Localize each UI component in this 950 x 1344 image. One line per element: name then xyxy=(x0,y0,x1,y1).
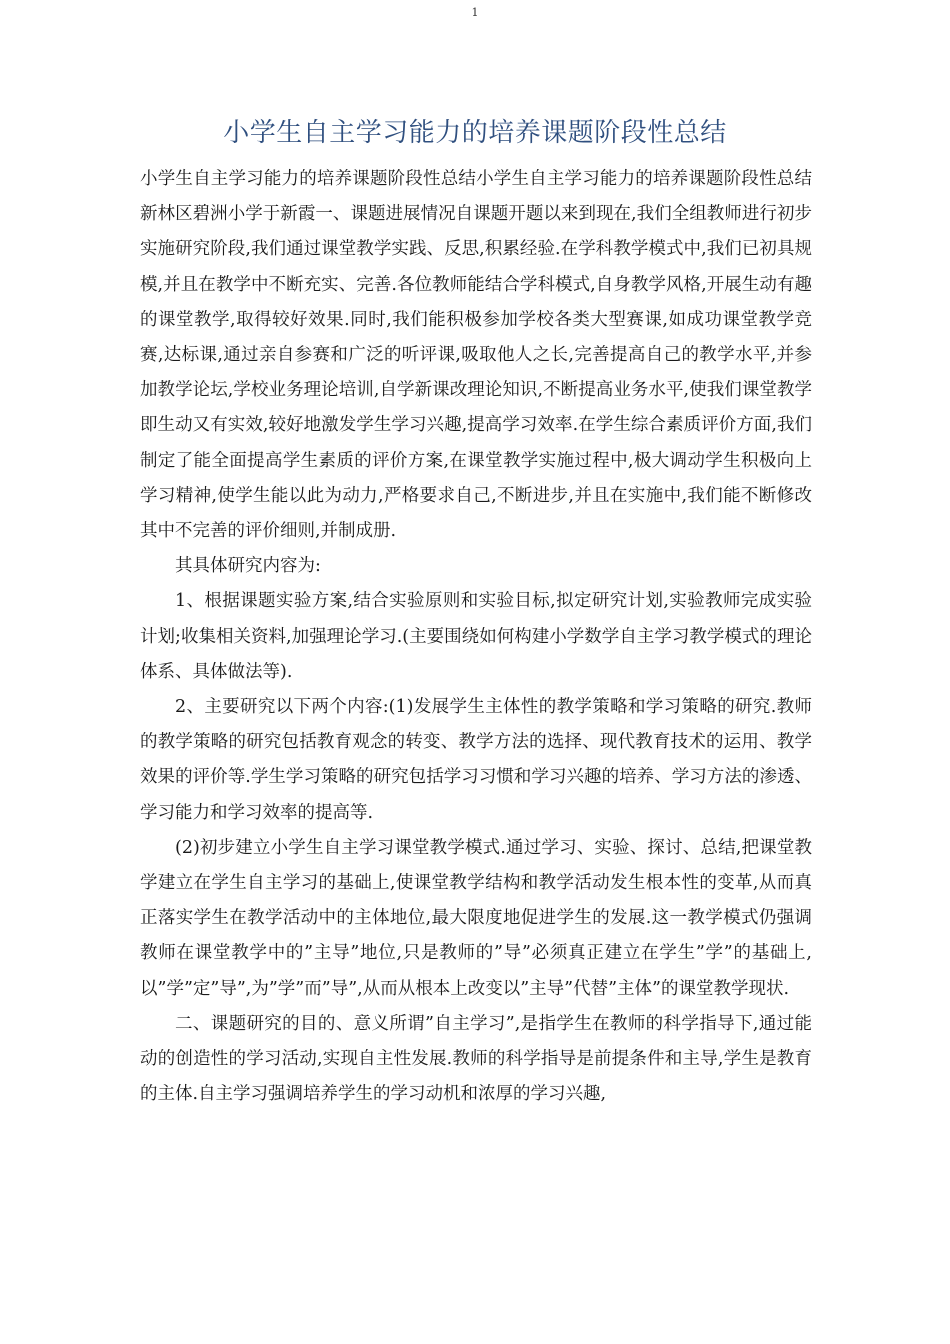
document-body xyxy=(140,162,812,1112)
page-number: 1 xyxy=(471,6,479,19)
paragraph-item-1: 1、根据课题实验方案,结合实验原则和实验目标,拟定研究计划,实验教师完成实验计划;收集相关资料,加强理论学习.(主要围绕如何构建小学数学自主学习教学模式的理论体系、具体做法等). xyxy=(140,591,812,682)
paragraph-section-2: 二、课题研究的目的、意义所谓”自主学习”,是指学生在教师的科学指导下,通过能动的创造性的学习活动,实现自主性发展.教师的科学指导是前提条件和主导,学生是教育的主体.自主学习强调培养学生的学习动机和浓厚的学习兴趣, xyxy=(140,1013,812,1105)
paragraph-item-2: 2、主要研究以下两个内容:(1)发展学生主体性的教学策略和学习策略的研究.教师的教学策略的研究包括教育观念的转变、教学方法的选择、现代教育技术的运用、教学效果的评价等.学生学习策略的研究包括学习习惯和学习兴趣的培养、学习方法的渗透、学习能力和学习效率的提高等. xyxy=(140,697,812,823)
page-title: 小学生自主学习能力的培养课题阶段性总结 xyxy=(223,118,727,148)
paragraph-intro: 小学生自主学习能力的培养课题阶段性总结小学生自主学习能力的培养课题阶段性总结新林区碧洲小学于新霞一、课题进展情况自课题开题以来到现在,我们全组教师进行初步实施研究阶段,我们通过课堂教学实践、反思,积累经验.在学科教学模式中,我们已初具规模,并且在教学中不断充实、完善.各位教师能结合学科模式,自身教学风格,开展生动有趣的课堂教学,取得较好效果.同时,我们能积极参加学校各类大型赛课,如成功课堂教学竞赛,达标课,通过亲自参赛和广泛的听评课,吸取他人之长,完善提高自己的教学水平,并参加教学论坛,学校业务理论培训,自学新课改理论知识,不断提高业务水平,使我们课堂教学即生动又有实效,较好地激发学生学习兴趣,提高学习效率.在学生综合素质评价方面,我们制定了能全面提高学生素质的评价方案,在课堂教学实施过程中,极大调动学生积极向上学习精神,使学生能以此为动力,严格要求自己,不断进步,并且在实施中,我们能不断修改其中不完善的评价细则,并制成册. xyxy=(140,169,812,542)
paragraph-research-content-heading: 其具体研究内容为: xyxy=(175,556,321,577)
paragraph-item-2-sub: (2)初步建立小学生自主学习课堂教学模式.通过学习、实验、探讨、总结,把课堂教学建立在学生自主学习的基础上,使课堂教学结构和教学活动发生根本性的变革,从而真正落实学生在教学活动中的主体地位,最大限度地促进学生的发展.这一教学模式仍强调教师在课堂教学中的”主导”地位,只是教师的”导”必须真正建立在学生”学”的基础上,以”学”定”导”,为”学”而”导”,从而从根本上改变以”主导”代替”主体”的课堂教学现状. xyxy=(140,837,812,999)
